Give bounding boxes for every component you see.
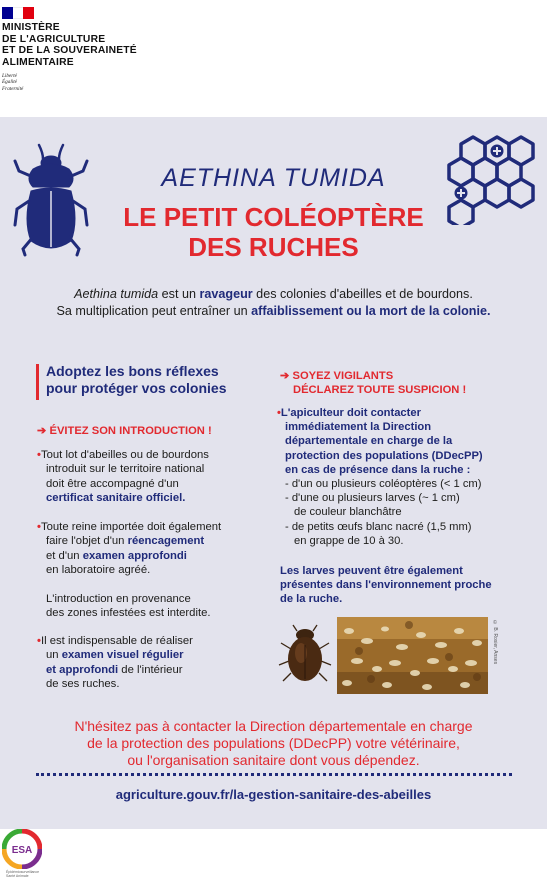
caption-line: Santé Animale xyxy=(6,874,29,878)
heading-accent-bar xyxy=(36,364,39,400)
intro-text: est un xyxy=(158,287,200,301)
bullet-queen-import xyxy=(37,520,221,577)
bullet-text: Il est indispensable de réaliser xyxy=(40,635,193,647)
main-title-line: LE PETIT COLÉOPTÈRE xyxy=(123,202,424,232)
symptom-item: - d'un ou plusieurs coléoptères (< 1 cm) xyxy=(285,478,482,491)
scientific-name-title: AETHINA TUMIDA xyxy=(161,164,386,192)
intro-species: Aethina tumida xyxy=(74,287,159,301)
main-title xyxy=(0,202,547,262)
vigilance-subheading xyxy=(280,369,466,397)
symptom-item: de couleur blanchâtre xyxy=(294,506,402,519)
intro-paragraph xyxy=(0,286,547,320)
contact-message xyxy=(0,718,547,769)
bullet-text: Toute reine importée doit également xyxy=(40,521,222,533)
contact-line: ou l'organisation sanitaire dont vous dépendez. xyxy=(127,752,420,768)
bullet-text: faire l'objet d'un xyxy=(46,535,128,548)
bullet-emphasis: examen visuel régulier xyxy=(61,649,184,662)
bullet-icon: • xyxy=(37,449,41,461)
bullet-certificate xyxy=(37,448,209,505)
esa-caption xyxy=(6,870,46,878)
republic-motto xyxy=(2,73,23,92)
bullet-text: doit être accompagné d'un xyxy=(46,477,179,490)
motto-line: Égalité xyxy=(2,79,17,86)
symptom-item: - de petits œufs blanc nacré (1,5 mm) xyxy=(285,520,472,533)
intro-text: des colonies d'abeilles et de bourdons. xyxy=(252,287,473,301)
bullet-inspection xyxy=(37,634,193,691)
bullet-emphasis: et approfondi xyxy=(46,663,119,676)
ministry-line: DE L'AGRICULTURE xyxy=(2,33,106,45)
main-title-line: DES RUCHES xyxy=(188,232,359,262)
heading-line: pour protéger vos colonies xyxy=(46,380,227,396)
ministry-line: ALIMENTAIRE xyxy=(2,56,74,68)
beetle-photo xyxy=(277,623,333,685)
bullet-icon: • xyxy=(37,635,41,647)
intro-line-2 xyxy=(0,303,547,320)
infested-zones-paragraph xyxy=(46,592,211,621)
motto-line: Liberté xyxy=(2,73,17,79)
left-column-heading xyxy=(46,363,226,397)
instruction-line: départementale en charge de la xyxy=(285,435,453,448)
heading-line: Adoptez les bons réflexes xyxy=(46,363,219,379)
intro-line-1 xyxy=(0,286,547,303)
bullet-text: de l'intérieur xyxy=(118,663,183,676)
esa-logo-text: ESA xyxy=(11,845,33,856)
french-flag-icon xyxy=(2,7,34,19)
ministry-line: ET DE LA SOUVERAINETÉ xyxy=(2,45,137,56)
bullet-text: Tout lot d'abeilles ou de bourdons xyxy=(40,449,209,461)
bullet-text: un xyxy=(46,649,62,662)
paragraph-line: des zones infestées est interdite. xyxy=(46,607,211,620)
subheading-line: DÉCLAREZ TOUTE SUSPICION ! xyxy=(293,384,467,396)
paragraph-line: L'introduction en provenance xyxy=(46,593,191,605)
bullet-emphasis: certificat sanitaire officiel. xyxy=(46,491,186,504)
website-link[interactable]: agriculture.gouv.fr/la-gestion-sanitaire-des-abeilles xyxy=(115,787,432,802)
instruction-line: immédiatement la Direction xyxy=(285,421,432,434)
dotted-divider xyxy=(36,773,512,776)
instruction-line: protection des populations (DDecPP) xyxy=(285,449,483,462)
larvae-note xyxy=(280,564,492,607)
ministry-name xyxy=(2,22,137,68)
bullet-icon: • xyxy=(277,407,281,419)
motto-line: Fraternité xyxy=(2,85,24,92)
contact-line: de la protection des populations (DDecPP) votre vétérinaire, xyxy=(87,735,460,751)
bullet-icon: • xyxy=(37,521,41,533)
bullet-emphasis: réencagement xyxy=(127,535,205,548)
intro-text: Sa multiplication peut entraîner un xyxy=(56,304,252,318)
intro-emphasis: ravageur xyxy=(199,287,253,301)
instruction-line: en cas de présence dans la ruche : xyxy=(285,463,471,476)
ministry-line: MINISTÈRE xyxy=(2,22,60,33)
subheading-line: ➔ SOYEZ VIGILANTS xyxy=(280,370,394,382)
report-instructions xyxy=(277,406,483,548)
intro-emphasis: affaiblissement ou la mort de la colonie. xyxy=(251,304,491,318)
note-line: présentes dans l'environnement proche xyxy=(280,579,492,592)
symptom-item: - d'une ou plusieurs larves (~ 1 cm) xyxy=(285,492,460,505)
contact-line: N'hésitez pas à contacter la Direction départementale en charge xyxy=(74,718,473,734)
caption-line: Épidémiosurveillance xyxy=(6,870,40,874)
note-line: Les larves peuvent être également xyxy=(280,565,463,577)
note-line: de la ruche. xyxy=(280,593,343,606)
esa-logo xyxy=(2,829,42,869)
avoid-introduction-subheading: ➔ ÉVITEZ SON INTRODUCTION ! xyxy=(37,425,212,437)
bullet-text: de ses ruches. xyxy=(46,677,120,690)
photo-credit: © B. Rosier, Anses xyxy=(492,620,498,665)
bullet-text: introduit sur le territoire national xyxy=(46,463,205,476)
bullet-text: et d'un xyxy=(46,549,83,562)
bullet-text: en laboratoire agréé. xyxy=(46,563,151,576)
instruction-line: L'apiculteur doit contacter xyxy=(280,407,421,419)
infested-comb-photo xyxy=(337,617,488,694)
bullet-emphasis: examen approfondi xyxy=(82,549,187,562)
symptom-item: en grappe de 10 à 30. xyxy=(294,534,404,547)
